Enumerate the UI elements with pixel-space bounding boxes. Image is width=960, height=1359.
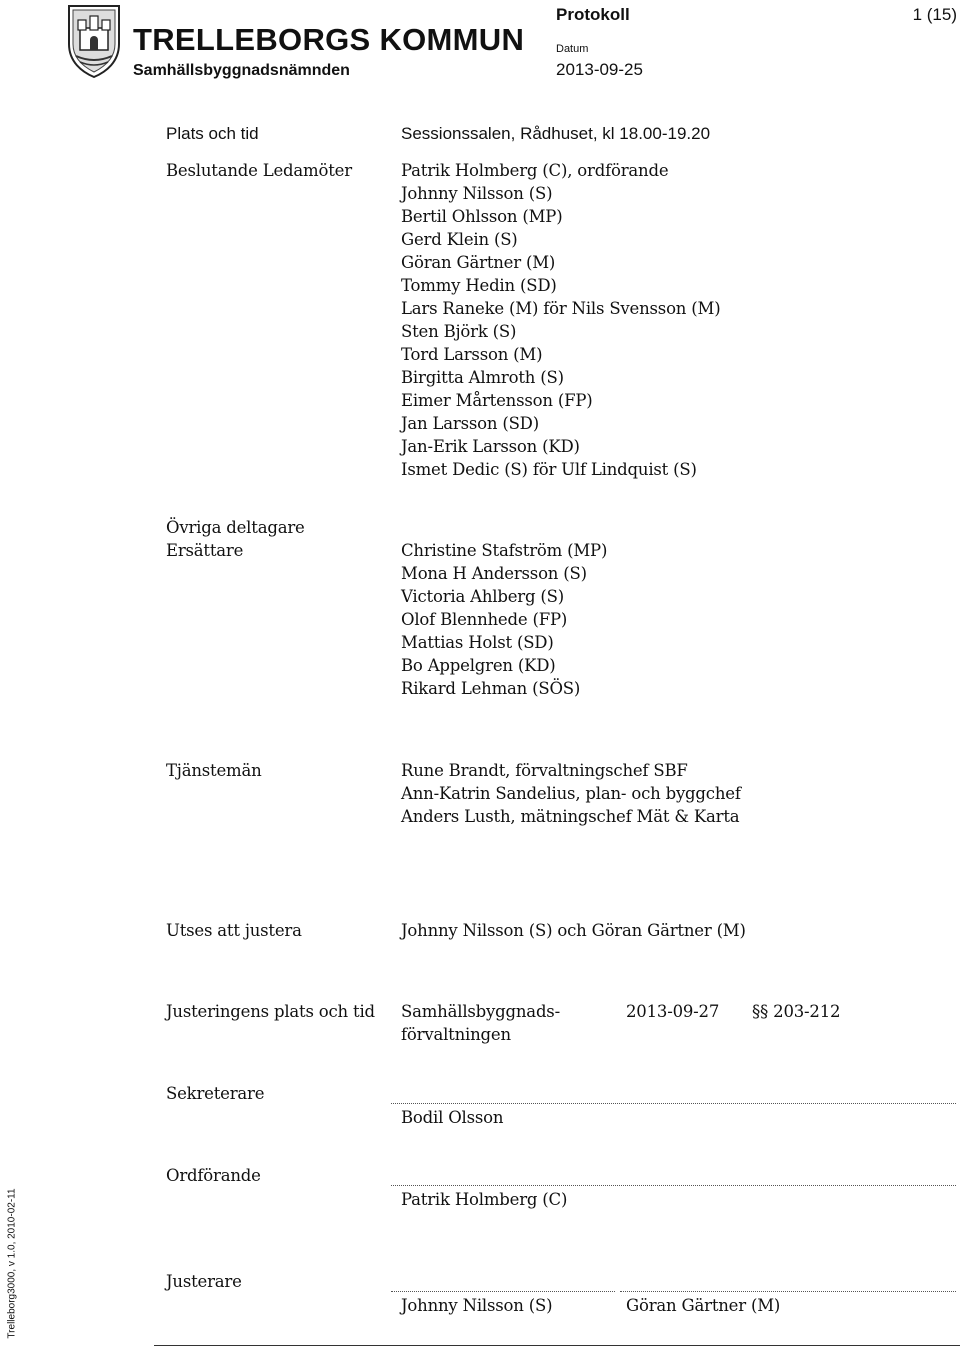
adjust-place-label: Justeringens plats och tid [166,1002,375,1021]
list-item: Mattias Holst (SD) [401,633,554,652]
list-item: Anders Lusth, mätningschef Mät & Karta [401,807,740,826]
list-item: Ann-Katrin Sandelius, plan- och byggchef [401,784,741,803]
place-value: Sessionssalen, Rådhuset, kl 18.00-19.20 [401,124,711,143]
list-item: Jan-Erik Larsson (KD) [401,437,580,456]
chair-signature-line [391,1185,956,1186]
list-item: Patrik Holmberg (C), ordförande [401,161,669,180]
list-item: Christine Stafström (MP) [401,541,608,560]
members-label: Beslutande Ledamöter [166,161,352,180]
list-item: Sten Björk (S) [401,322,517,341]
page-number: 1 (15) [912,5,957,24]
list-item: Bo Appelgren (KD) [401,656,556,675]
list-item: Bertil Ohlsson (MP) [401,207,563,226]
list-item: Jan Larsson (SD) [401,414,539,433]
adjusters-label: Justerare [166,1272,242,1291]
list-item: Birgitta Almroth (S) [401,368,564,387]
list-item: Victoria Ahlberg (S) [401,587,564,606]
adjuster1-signature-line [391,1291,615,1292]
list-item: Johnny Nilsson (S) [401,184,553,203]
date-label: Datum [556,43,589,55]
adjust-value: Johnny Nilsson (S) och Göran Gärtner (M) [401,921,746,940]
chair-name: Patrik Holmberg (C) [401,1190,568,1209]
secretary-name: Bodil Olsson [401,1108,504,1127]
doc-type: Protokoll [556,5,630,24]
list-item: Olof Blennhede (FP) [401,610,568,629]
department-name: Samhällsbyggnadsnämnden [133,62,350,79]
adjust-date: 2013-09-27 [626,1002,720,1021]
adjust-place-line2: förvaltningen [401,1025,511,1044]
list-item: Mona H Andersson (S) [401,564,587,583]
adjuster1-name: Johnny Nilsson (S) [401,1296,553,1315]
list-item: Rune Brandt, förvaltningschef SBF [401,761,688,780]
secretary-label: Sekreterare [166,1084,265,1103]
paragraph-range: §§ 203-212 [752,1002,841,1021]
adjuster2-signature-line [620,1291,956,1292]
substitutes-list [401,539,607,700]
municipal-crest-icon [66,2,122,78]
place-label: Plats och tid [166,124,259,143]
list-item: Tommy Hedin (SD) [401,276,557,295]
members-list [401,159,720,481]
other-participants-label: Övriga deltagare [166,518,305,537]
officials-label: Tjänstemän [166,761,262,780]
adjust-place-line1: Samhällsbyggnads- [401,1002,560,1021]
list-item: Ismet Dedic (S) för Ulf Lindquist (S) [401,460,697,479]
adjuster2-name: Göran Gärtner (M) [626,1296,781,1315]
adjust-label: Utses att justera [166,921,302,940]
footer-rule [154,1345,960,1346]
meeting-date: 2013-09-25 [556,60,643,79]
list-item: Gerd Klein (S) [401,230,518,249]
organization-name: TRELLEBORGS KOMMUN [133,22,525,57]
secretary-signature-line [391,1103,956,1104]
list-item: Rikard Lehman (SÖS) [401,679,581,698]
officials-list [401,759,741,828]
list-item: Lars Raneke (M) för Nils Svensson (M) [401,299,721,318]
template-id: Trelleborg3000, v 1.0, 2010-02-11 [6,1188,18,1339]
chair-label: Ordförande [166,1166,261,1185]
list-item: Göran Gärtner (M) [401,253,556,272]
list-item: Eimer Mårtensson (FP) [401,391,593,410]
list-item: Tord Larsson (M) [401,345,543,364]
substitutes-label: Ersättare [166,541,244,560]
